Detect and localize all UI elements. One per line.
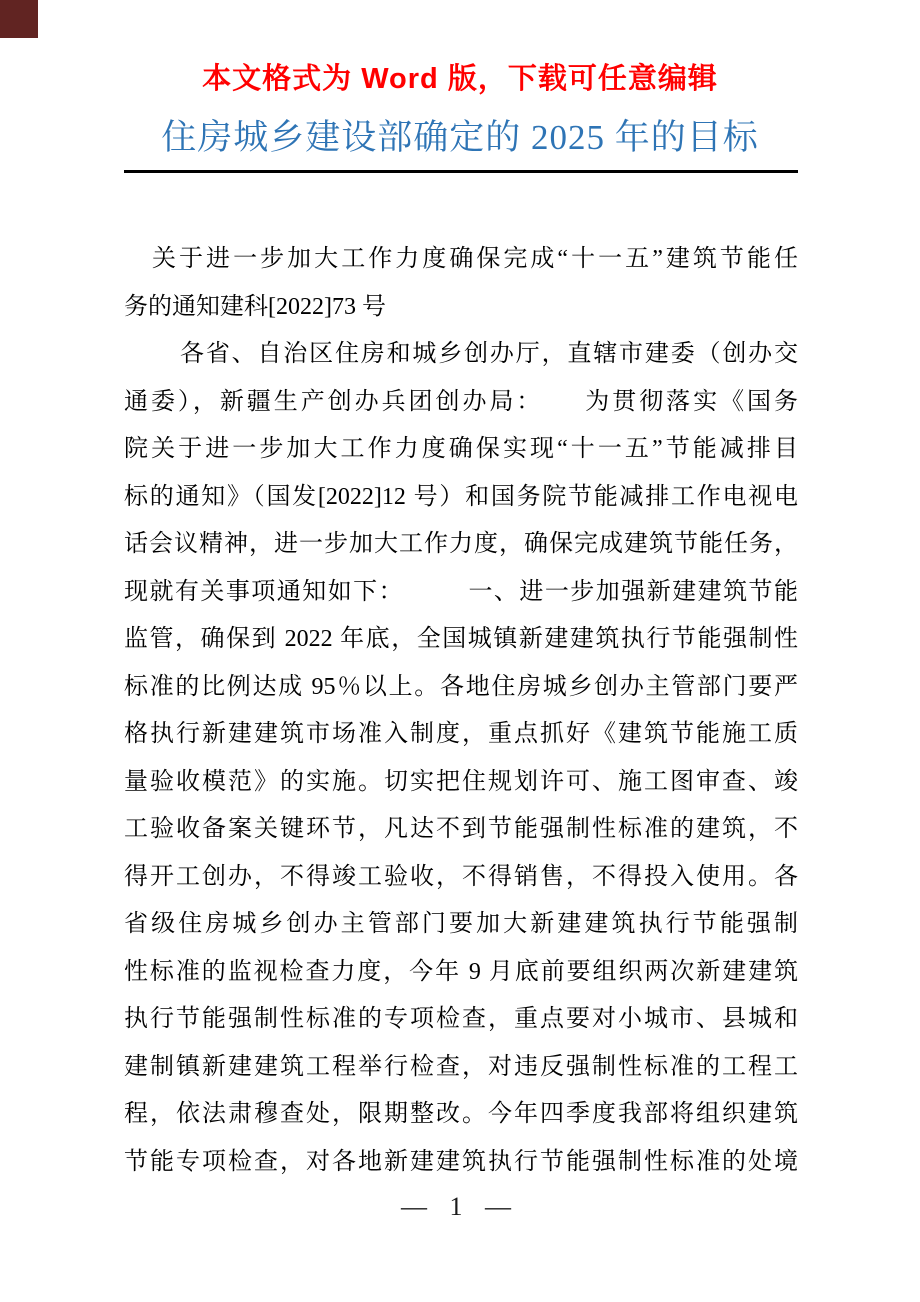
body-text-line: 话会议精神，进一步加大工作力度，确保完成建筑节能任务，: [124, 531, 798, 557]
document-title: 住房城乡建设部确定的 2025 年的目标: [161, 118, 759, 157]
body-text-line: 节能专项检查，对各地新建建筑执行节能强制性标准的处境: [124, 1148, 798, 1175]
body-text-line: 建制镇新建建筑工程举行检查，对违反强制性标准的工程工: [124, 1053, 798, 1080]
body-text-line: 通委），新疆生产创办兵团创办局： 为贯彻落实《国务: [124, 388, 798, 415]
body-text-line: 量验收模范》的实施。切实把住规划许可、施工图审查、竣: [124, 768, 798, 795]
format-notice-banner: 本文格式为 Word 版，下载可任意编辑: [202, 63, 718, 95]
body-text-line: 得开工创办，不得竣工验收，不得销售，不得投入使用。各: [124, 863, 798, 890]
body-text-line: 标准的比例达成 95％以上。各地住房城乡创办主管部门要严: [124, 673, 798, 700]
body-text-line: 现就有关事项通知如下： 一、进一步加强新建建筑节能: [124, 578, 798, 605]
body-text-line: 工验收备案关键环节，凡达不到节能强制性标准的建筑，不: [124, 816, 798, 842]
body-text-line: 省级住房城乡创办主管部门要加大新建建筑执行节能强制: [124, 911, 798, 937]
body-text-line: 格执行新建建筑市场准入制度，重点抓好《建筑节能施工质: [124, 721, 798, 747]
page-number-footer: — 1 —: [401, 1192, 519, 1221]
body-text-line: 务的通知建科[2022]73 号: [124, 293, 386, 320]
body-text-line: 执行节能强制性标准的专项检查，重点要对小城市、县城和: [124, 1006, 798, 1032]
body-text-line: 各省、自治区住房和城乡创办厅，直辖市建委（创办交: [180, 341, 798, 367]
body-text: [124, 236, 798, 1186]
body-text-line: 性标准的监视检查力度，今年 9 月底前要组织两次新建建筑: [124, 958, 798, 985]
title-divider: [124, 170, 798, 173]
corner-square: [0, 0, 38, 38]
body-text-line: 院关于进一步加大工作力度确保实现“十一五”节能减排目: [124, 436, 798, 462]
body-text-line: 监管，确保到 2022 年底，全国城镇新建建筑执行节能强制性: [124, 626, 798, 652]
body-text-line: 标的通知》（国发[2022]12 号）和国务院节能减排工作电视电: [124, 483, 798, 510]
body-text-line: 关于进一步加大工作力度确保完成“十一五”建筑节能任: [152, 246, 798, 272]
body-text-line: 程，依法肃穆查处，限期整改。今年四季度我部将组织建筑: [124, 1101, 798, 1127]
